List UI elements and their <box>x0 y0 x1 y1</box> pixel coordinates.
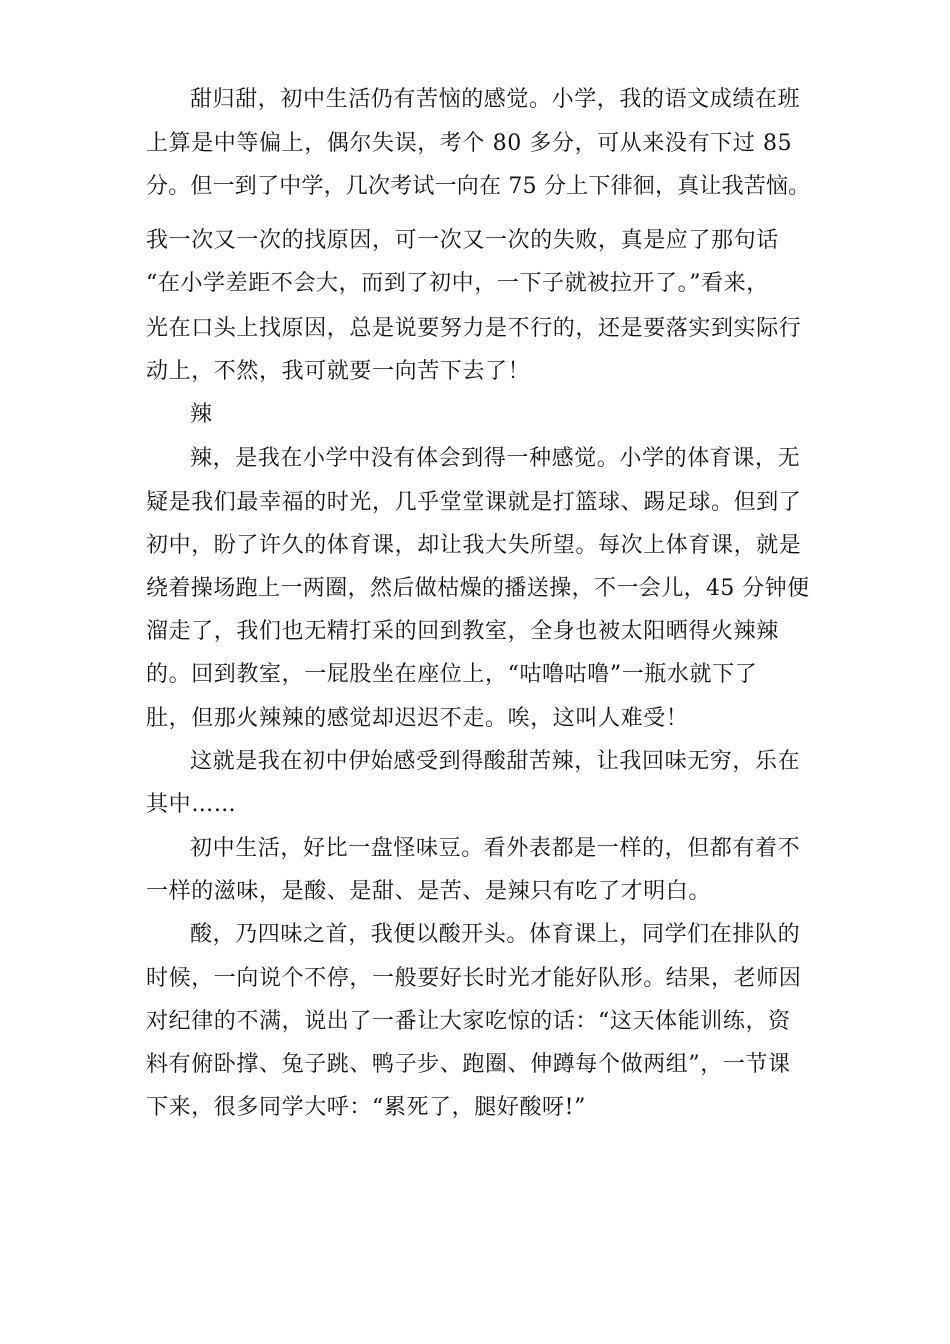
paragraph-4-line-1: 初中生活，好比一盘怪味豆。看外表都是一样的，但都有着不 <box>190 836 801 861</box>
paragraph-5-line-4: 料有俯卧撑、兔子跳、鸭子步、跑圈、伸蹲每个做两组”，一节课 <box>146 1052 791 1077</box>
paragraph-2-line-4: 绕着操场跑上一两圈，然后做枯燥的播送操，不一会儿，45 分钟便 <box>146 576 810 601</box>
paragraph-5-line-2: 时候，一向说个不停，一般要好长时光才能好队形。结果，老师因 <box>146 966 802 991</box>
paragraph-1-line-5: “在小学差距不会大，而到了初中，一下子就被拉开了。”看来， <box>146 271 769 296</box>
paragraph-2-line-3: 初中，盼了许久的体育课，却让我大失所望。每次上体育课，就是 <box>146 533 802 558</box>
paragraph-2-line-2: 疑是我们最幸福的时光，几乎堂堂课就是打篮球、踢足球。但到了 <box>146 490 802 515</box>
section-heading-la: 辣 <box>190 402 213 427</box>
paragraph-1-line-3: 分。但一到了中学，几次考试一向在 75 分上下徘徊，真让我苦恼。 <box>146 174 811 199</box>
paragraph-2-line-1: 辣，是我在小学中没有体会到得一种感觉。小学的体育课，无 <box>190 446 801 471</box>
paragraph-3-line-1: 这就是我在初中伊始感受到得酸甜苦辣，让我回味无穷，乐在 <box>190 749 801 774</box>
paragraph-2-line-7: 肚，但那火辣辣的感觉却迟迟不走。唉，这叫人难受！ <box>146 706 689 731</box>
paragraph-5-line-5: 下来，很多同学大呼：“累死了，腿好酸呀!” <box>146 1095 586 1120</box>
paragraph-1-line-4: 我一次又一次的找原因，可一次又一次的失败，真是应了那句话 <box>146 228 779 253</box>
paragraph-2-line-6: 的。回到教室，一屁股坐在座位上，“咕噜咕噜”一瓶水就下了 <box>146 662 758 687</box>
paragraph-5-line-3: 对纪律的不满，说出了一番让大家吃惊的话：“这天体能训练，资 <box>146 1009 791 1034</box>
paragraph-5-line-1: 酸，乃四味之首，我便以酸开头。体育课上，同学们在排队的 <box>190 922 801 947</box>
paragraph-1-line-1: 甜归甜，初中生活仍有苦恼的感觉。小学，我的语文成绩在班 <box>190 87 801 112</box>
paragraph-4-line-2: 一样的滋味，是酸、是甜、是苦、是辣只有吃了才明白。 <box>146 879 712 904</box>
paragraph-2-line-5: 溜走了，我们也无精打采的回到教室，全身也被太阳晒得火辣辣 <box>146 619 779 644</box>
paragraph-3-line-2: 其中…… <box>146 792 237 817</box>
paragraph-1-line-6: 光在口头上找原因，总是说要努力是不行的，还是要落实到实际行 <box>146 316 802 341</box>
paragraph-1-line-7: 动上，不然，我可就要一向苦下去了！ <box>146 359 531 384</box>
paragraph-1-line-2: 上算是中等偏上，偶尔失误，考个 80 多分，可从来没有下过 85 <box>146 131 793 156</box>
